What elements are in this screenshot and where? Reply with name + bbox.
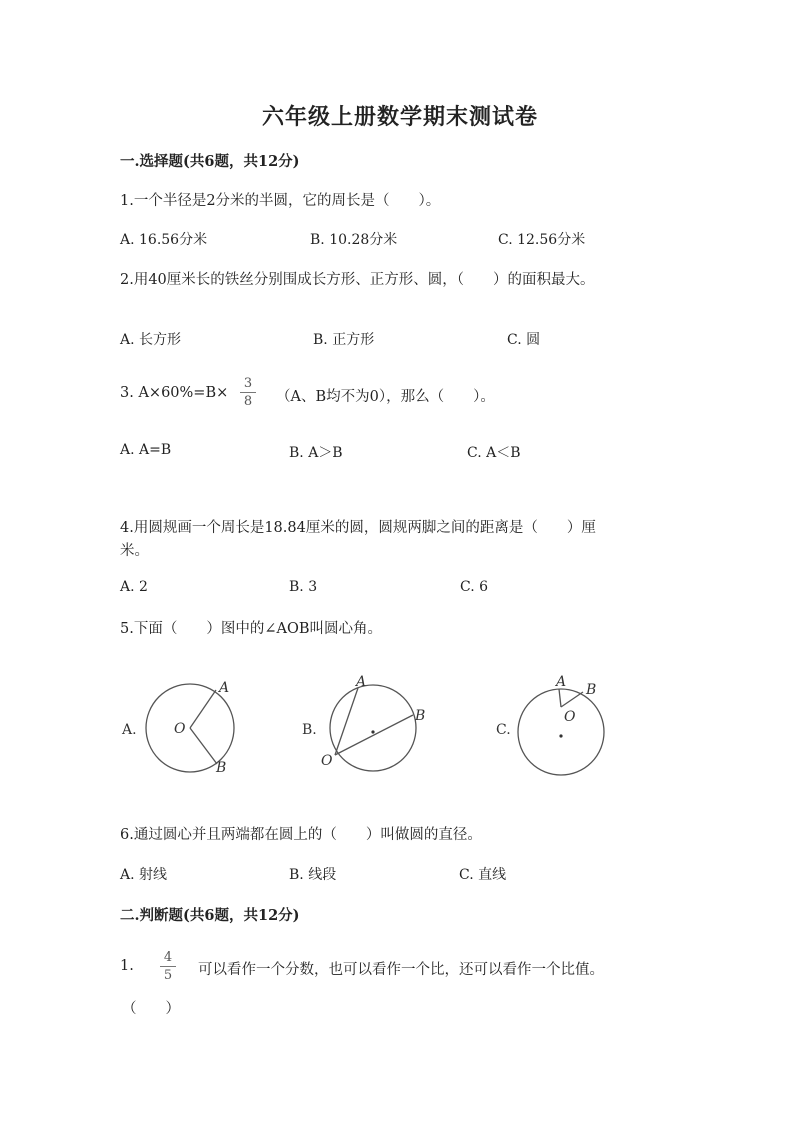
q1-option-b: B. 10.28分米 <box>310 232 398 248</box>
q3-fraction-numerator: 3 <box>243 376 253 391</box>
j1-fraction <box>160 950 176 983</box>
question-3-part-b: （A、B均不为0），那么（ ）。 <box>276 389 495 405</box>
judgement-1-answer-parens: （ ） <box>122 1001 180 1017</box>
figure-b-label-b: B <box>415 708 426 724</box>
figure-c-label-b: B <box>586 682 597 698</box>
q2-option-b: B. 正方形 <box>313 332 375 348</box>
figure-a-radius-oa <box>190 690 216 728</box>
figure-b-option-label: B. <box>302 722 317 738</box>
figure-c-center-dot <box>559 734 562 737</box>
figure-a <box>121 680 234 776</box>
figure-a-label-b: B <box>216 760 227 776</box>
figure-a-label-o: O <box>174 721 186 737</box>
q3-option-a: A. A=B <box>120 442 172 458</box>
figure-b-center-dot <box>371 730 374 733</box>
q4-option-b: B. 3 <box>289 579 318 595</box>
q4-option-a: A. 2 <box>120 579 148 595</box>
figure-a-option-label: A. <box>122 722 137 738</box>
figure-a-radius-ob <box>190 728 217 764</box>
figure-c-option-label: C. <box>496 722 511 738</box>
question-2: 2.用40厘米长的铁丝分别围成长方形、正方形、圆，（ ）的面积最大。 <box>120 272 595 288</box>
judgement-1-number: 1. <box>120 958 134 974</box>
question-6: 6.通过圆心并且两端都在圆上的（ ）叫做圆的直径。 <box>120 827 482 843</box>
question-5: 5.下面（ ）图中的∠AOB叫圆心角。 <box>120 621 382 637</box>
q3-option-c: C. A＜B <box>467 445 521 461</box>
figure-a-label-a: A <box>219 680 230 696</box>
q6-option-c: C. 直线 <box>459 867 507 883</box>
figure-c-label-a: A <box>556 674 567 690</box>
figure-b-circle <box>330 685 416 771</box>
question-1: 1.一个半径是2分米的半圆，它的周长是（ ）。 <box>120 193 441 209</box>
section-heading-choice: 一.选择题(共6题，共12分) <box>120 153 300 170</box>
q4-option-c: C. 6 <box>460 579 489 595</box>
question-3-part-a: 3. A×60%=B× <box>120 385 229 401</box>
figure-c-label-o: O <box>564 709 576 725</box>
question-4-line-2: 米。 <box>120 543 149 559</box>
judgement-1-text: 可以看作一个分数，也可以看作一个比，还可以看作一个比值。 <box>198 962 604 978</box>
figure-b <box>302 674 425 771</box>
q1-option-a: A. 16.56分米 <box>120 232 208 248</box>
q6-option-a: A. 射线 <box>120 867 168 883</box>
question-4-line-1: 4.用圆规画一个周长是18.84厘米的圆，圆规两脚之间的距离是（ ）厘 <box>120 520 596 536</box>
j1-fraction-numerator: 4 <box>163 950 173 965</box>
figure-b-label-o: O <box>321 753 333 769</box>
q3-fraction-denominator: 8 <box>243 394 253 409</box>
q6-option-b: B. 线段 <box>289 867 337 883</box>
q2-option-c: C. 圆 <box>507 332 541 348</box>
figure-b-label-a: A <box>356 674 367 690</box>
q5-figures <box>0 670 800 800</box>
figure-c <box>496 674 604 775</box>
q3-option-b: B. A＞B <box>289 445 343 461</box>
figure-c-side-ob <box>561 692 583 707</box>
q2-option-a: A. 长方形 <box>120 332 182 348</box>
q3-fraction <box>240 376 256 409</box>
figure-c-side-oa <box>559 689 561 707</box>
q1-option-c: C. 12.56分米 <box>498 232 586 248</box>
j1-fraction-denominator: 5 <box>163 968 173 983</box>
page-title: 六年级上册数学期末测试卷 <box>261 104 538 130</box>
section-heading-judgement: 二.判断题(共6题，共12分) <box>120 907 300 924</box>
